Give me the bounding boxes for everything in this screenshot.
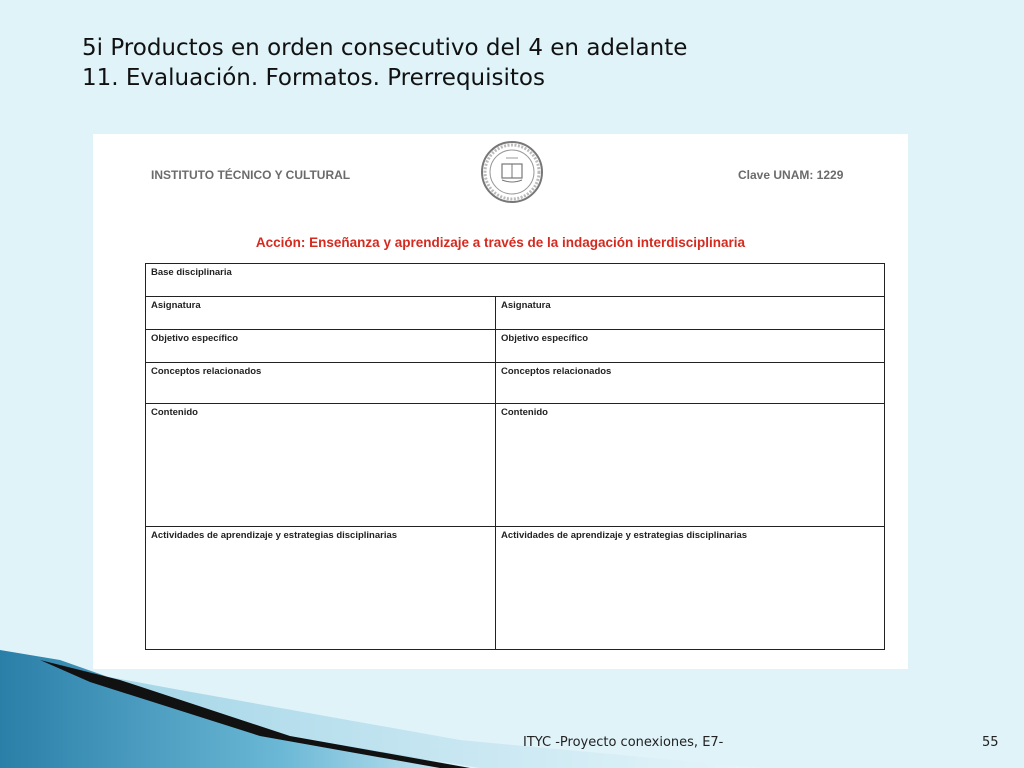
form-heading: Acción: Enseñanza y aprendizaje a través de la indagación interdisciplinaria (255, 235, 746, 250)
objetivo-cell-left: Objetivo específico (146, 330, 496, 363)
slide-title-line-2: 11. Evaluación. Formatos. Prerrequisitos (82, 65, 545, 91)
clave-unam: Clave UNAM: 1229 (738, 168, 844, 182)
asignatura-cell-left: Asignatura (146, 297, 496, 330)
evaluation-form-table (145, 263, 885, 650)
institution-name: INSTITUTO TÉCNICO Y CULTURAL (151, 168, 351, 182)
actividades-cell-left: Actividades de aprendizaje y estrategias disciplinarias (146, 527, 496, 650)
conceptos-cell-right: Conceptos relacionados (496, 363, 885, 404)
contenido-cell-right: Contenido (496, 404, 885, 527)
table-row (146, 264, 885, 297)
footer-text: ITYC -Proyecto conexiones, E7- (523, 735, 724, 750)
asignatura-cell-right: Asignatura (496, 297, 885, 330)
objetivo-cell-right: Objetivo específico (496, 330, 885, 363)
table-row (146, 297, 885, 330)
base-disciplinaria-cell: Base disciplinaria (146, 264, 885, 297)
form-document-image (93, 134, 908, 669)
institution-seal-icon (480, 140, 544, 204)
contenido-cell-left: Contenido (146, 404, 496, 527)
actividades-cell-right: Actividades de aprendizaje y estrategias disciplinarias (496, 527, 885, 650)
slide-title (82, 33, 982, 93)
table-row (146, 527, 885, 650)
slide-title-line-1: 5i Productos en orden consecutivo del 4 en adelante (82, 35, 688, 61)
table-row (146, 330, 885, 363)
page-number: 55 (982, 735, 999, 750)
table-row (146, 404, 885, 527)
conceptos-cell-left: Conceptos relacionados (146, 363, 496, 404)
table-row (146, 363, 885, 404)
